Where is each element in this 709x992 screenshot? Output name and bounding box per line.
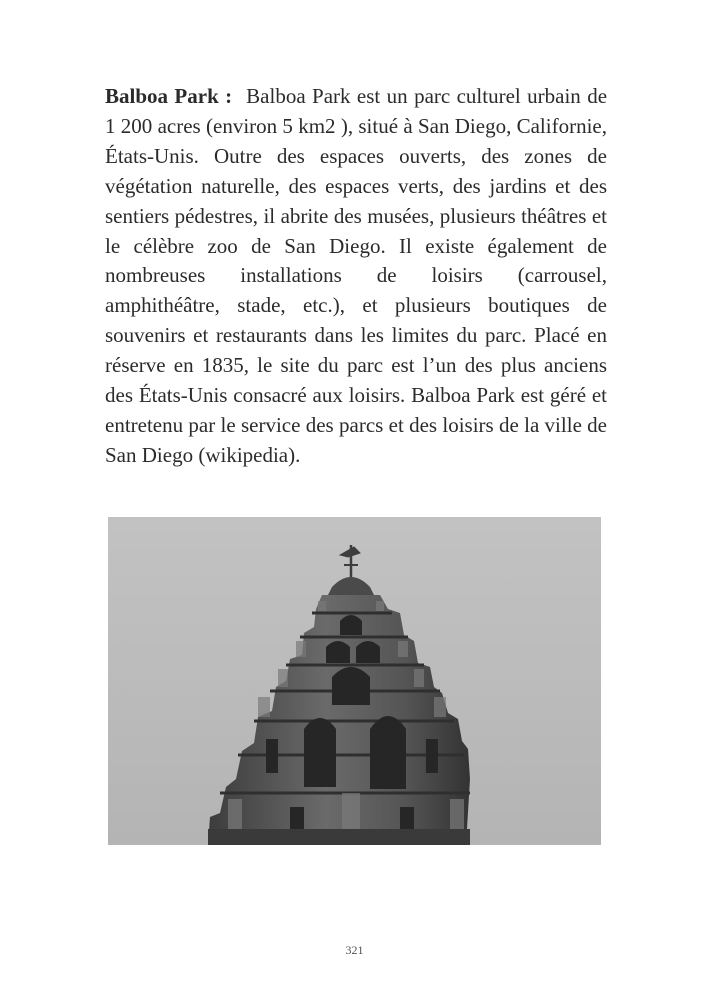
tower-photo [108, 517, 601, 845]
entry-text: Balboa Park est un parc culturel urbain de 1 200 acres (environ 5 km2 ), situé à San Diego, Californie, États-Unis. Outre des espaces ouverts, des zones de végétation naturelle, des espaces verts, des jardins et des sentiers pédestres, il abrite des musées, plusieurs théâtres et le célèbre zoo de San Diego. Il existe également de nombreuses installations de loisirs (carrousel, amphithéâtre, stade, etc.), et plusieurs boutiques de souvenirs et restaurants dans les limites du parc. Placé en réserve en 1835, le site du parc est l’un des plus anciens des États-Unis consacré aux loisirs. Balboa Park est géré et entretenu par le service des parcs et des loisirs de la ville de San Diego (wikipedia). [105, 84, 608, 467]
tower-photo-image [108, 517, 601, 845]
tower-base-band [208, 829, 470, 845]
entry-paragraph [105, 82, 607, 471]
entry-title: Balboa Park : [105, 84, 233, 108]
page-number: 321 [345, 943, 364, 957]
